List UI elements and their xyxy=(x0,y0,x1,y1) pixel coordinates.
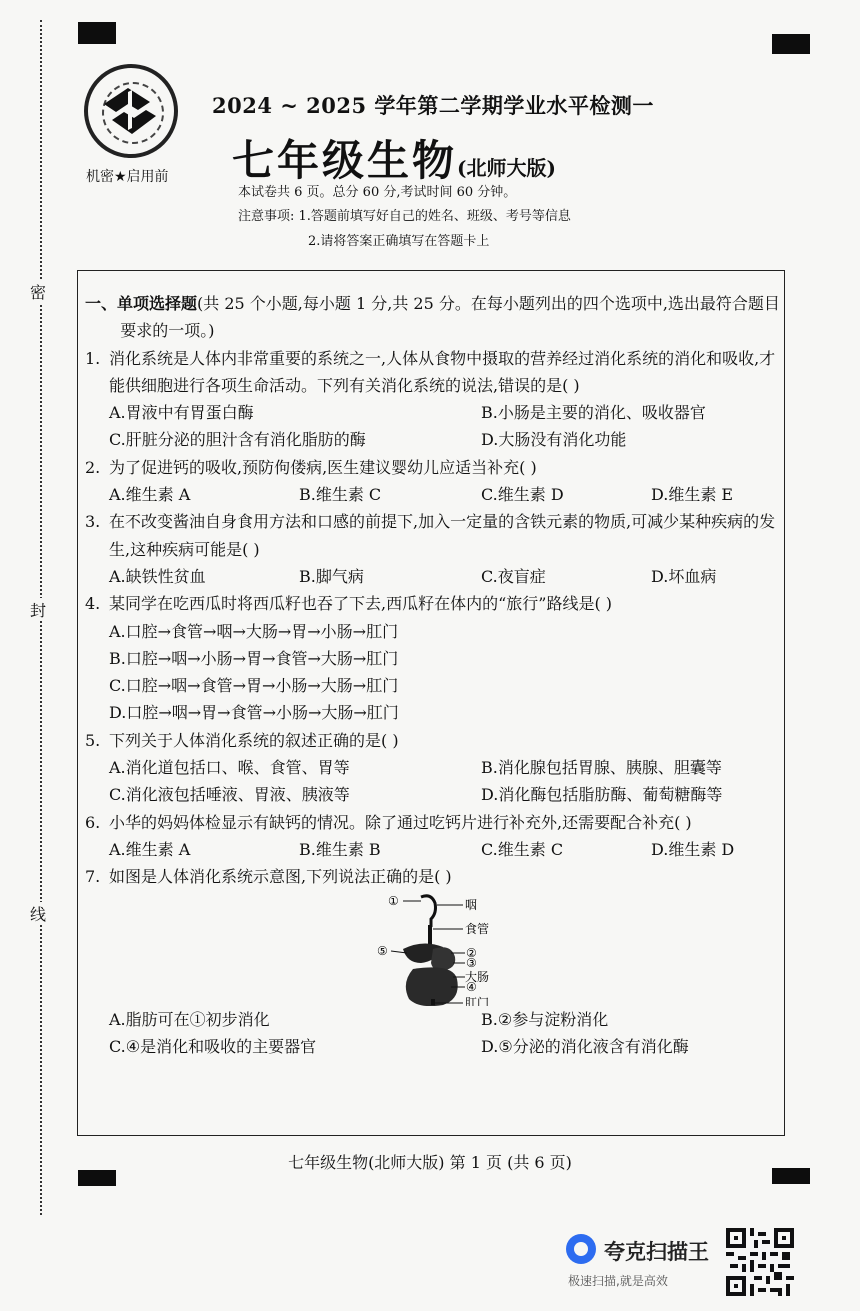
option-d: D.⑤分泌的消化液含有消化酶 xyxy=(481,1036,689,1056)
option-a: A.缺铁性贫血 xyxy=(109,566,206,586)
option-a: A.消化道包括口、喉、食管、胃等 xyxy=(109,758,350,778)
question-2-options xyxy=(85,481,785,508)
question-number: 6. xyxy=(85,812,101,832)
option-b: B.脚气病 xyxy=(299,566,364,586)
option-d: D.维生素 D xyxy=(651,839,735,859)
diagram-label-4: ④ xyxy=(466,979,477,994)
option-d: D.口腔→咽→胃→食管→小肠→大肠→肛门 xyxy=(109,703,399,723)
exam-info: 本试卷共 6 页。总分 60 分,考试时间 60 分钟。 xyxy=(238,185,517,200)
scanner-brand-name: 夸克扫描王 xyxy=(604,1240,709,1264)
question-number: 7. xyxy=(85,867,101,887)
scanner-slogan: 极速扫描,就是高效 xyxy=(568,1274,668,1288)
option-c: C.消化液包括唾液、胃液、胰液等 xyxy=(109,785,350,805)
option-a: A.维生素 A xyxy=(109,839,191,859)
question-number: 4. xyxy=(85,594,101,614)
question-stem: 消化系统是人体内非常重要的系统之一,人体从食物中摄取的营养经过消化系统的消化和吸收,才能供细胞进行各项生命活动。下列有关消化系统的说法,错误的是( ) xyxy=(109,348,776,395)
section-instruction: (共 25 个小题,每小题 1 分,共 25 分。在每小题列出的四个选项中,选出最符合题目要求的一项。) xyxy=(120,294,780,341)
option-a: A.维生素 A xyxy=(109,485,191,505)
option-b: B.维生素 C xyxy=(299,485,382,505)
digestive-system-figure xyxy=(85,891,785,1006)
question-3 xyxy=(85,508,785,563)
option-b: B.口腔→咽→小肠→胃→食管→大肠→肛门 xyxy=(109,648,399,668)
question-stem: 下列关于人体消化系统的叙述正确的是( ) xyxy=(109,730,399,750)
option-d: D.维生素 E xyxy=(651,485,734,505)
option-a: A.脂肪可在①初步消化 xyxy=(109,1009,270,1029)
question-stem: 为了促进钙的吸收,预防佝偻病,医生建议婴幼儿应适当补充( ) xyxy=(109,457,537,477)
option-c: C.肝脏分泌的胆汁含有消化脂肪的酶 xyxy=(109,430,366,450)
option-d: D.坏血病 xyxy=(651,566,717,586)
option-b: B.小肠是主要的消化、吸收器官 xyxy=(481,403,706,423)
question-1-options xyxy=(85,399,785,454)
question-stem: 某同学在吃西瓜时将西瓜籽也吞了下去,西瓜籽在体内的“旅行”路线是( ) xyxy=(109,594,613,614)
diagram-label-large-intestine: 大肠 xyxy=(465,969,490,984)
option-b: B.维生素 B xyxy=(299,839,381,859)
exam-title: 2024 ~ 2025 学年第二学期学业水平检测一 xyxy=(212,93,654,118)
diagram-label-anus: 肛门 xyxy=(465,995,490,1006)
question-number: 1. xyxy=(85,348,101,368)
logo-emblem-icon xyxy=(98,82,164,144)
diagram-label-pharynx: 咽 xyxy=(465,897,478,912)
option-b: B.②参与淀粉消化 xyxy=(481,1009,609,1029)
question-content xyxy=(85,290,785,1060)
confidential-label: 机密★启用前 xyxy=(86,169,169,185)
question-7-options xyxy=(85,1006,785,1061)
question-7 xyxy=(85,863,785,890)
section-title: 一、单项选择题 xyxy=(85,294,198,313)
seal-char-xian: 线 xyxy=(26,902,50,925)
corner-mark-top-left xyxy=(78,22,116,44)
option-c: C.夜盲症 xyxy=(481,566,546,586)
option-c: C.口腔→咽→食管→胃→小肠→大肠→肛门 xyxy=(109,676,399,696)
question-2 xyxy=(85,454,785,481)
question-number: 2. xyxy=(85,457,101,477)
question-stem: 小华的妈妈体检显示有缺钙的情况。除了通过吃钙片进行补充外,还需要配合补充( ) xyxy=(109,812,692,832)
question-stem: 在不改变酱油自身食用方法和口感的前提下,加入一定量的含铁元素的物质,可减少某种疾病的发生,这种疾病可能是( ) xyxy=(109,512,776,559)
question-3-options xyxy=(85,563,785,590)
question-5-options xyxy=(85,754,785,809)
qr-code-icon xyxy=(726,1228,794,1296)
option-d: D.消化酶包括脂肪酶、葡萄糖酶等 xyxy=(481,785,723,805)
question-5 xyxy=(85,727,785,754)
digestive-system-diagram xyxy=(85,891,785,1006)
option-a: A.胃液中有胃蛋白酶 xyxy=(109,403,254,423)
section-header xyxy=(85,290,785,345)
page-footer: 七年级生物(北师大版) 第 1 页 (共 6 页) xyxy=(288,1153,572,1172)
diagram-label-2: ② xyxy=(466,945,477,960)
question-4 xyxy=(85,590,785,617)
quark-logo-icon xyxy=(566,1234,596,1264)
seal-char-mi: 密 xyxy=(26,280,50,303)
notice-line-2: 2.请将答案正确填写在答题卡上 xyxy=(308,234,490,249)
diagram-label-5: ⑤ xyxy=(377,943,388,958)
seal-char-feng: 封 xyxy=(26,598,50,621)
edition-label: (北师大版) xyxy=(457,156,556,180)
question-6 xyxy=(85,809,785,836)
corner-mark-top-right xyxy=(772,34,810,54)
subject-title: 七年级生物(北师大版) xyxy=(232,136,556,185)
question-number: 3. xyxy=(85,512,101,532)
option-a: A.口腔→食管→咽→大肠→胃→小肠→肛门 xyxy=(109,621,399,641)
diagram-label-esophagus: 食管 xyxy=(465,921,490,936)
question-1 xyxy=(85,345,785,400)
diagram-label-1: ① xyxy=(388,893,399,908)
notice-line-1: 注意事项: 1.答题前填写好自己的姓名、班级、考号等信息 xyxy=(238,209,571,224)
school-logo xyxy=(84,64,178,158)
question-stem: 如图是人体消化系统示意图,下列说法正确的是( ) xyxy=(109,867,452,887)
option-c: C.维生素 C xyxy=(481,839,564,859)
option-c: C.④是消化和吸收的主要器官 xyxy=(109,1036,317,1056)
option-d: D.大肠没有消化功能 xyxy=(481,430,627,450)
question-6-options xyxy=(85,836,785,863)
option-b: B.消化腺包括胃腺、胰腺、胆囊等 xyxy=(481,758,722,778)
question-number: 5. xyxy=(85,730,101,750)
diagram-label-3: ③ xyxy=(466,955,477,970)
option-c: C.维生素 D xyxy=(481,485,564,505)
